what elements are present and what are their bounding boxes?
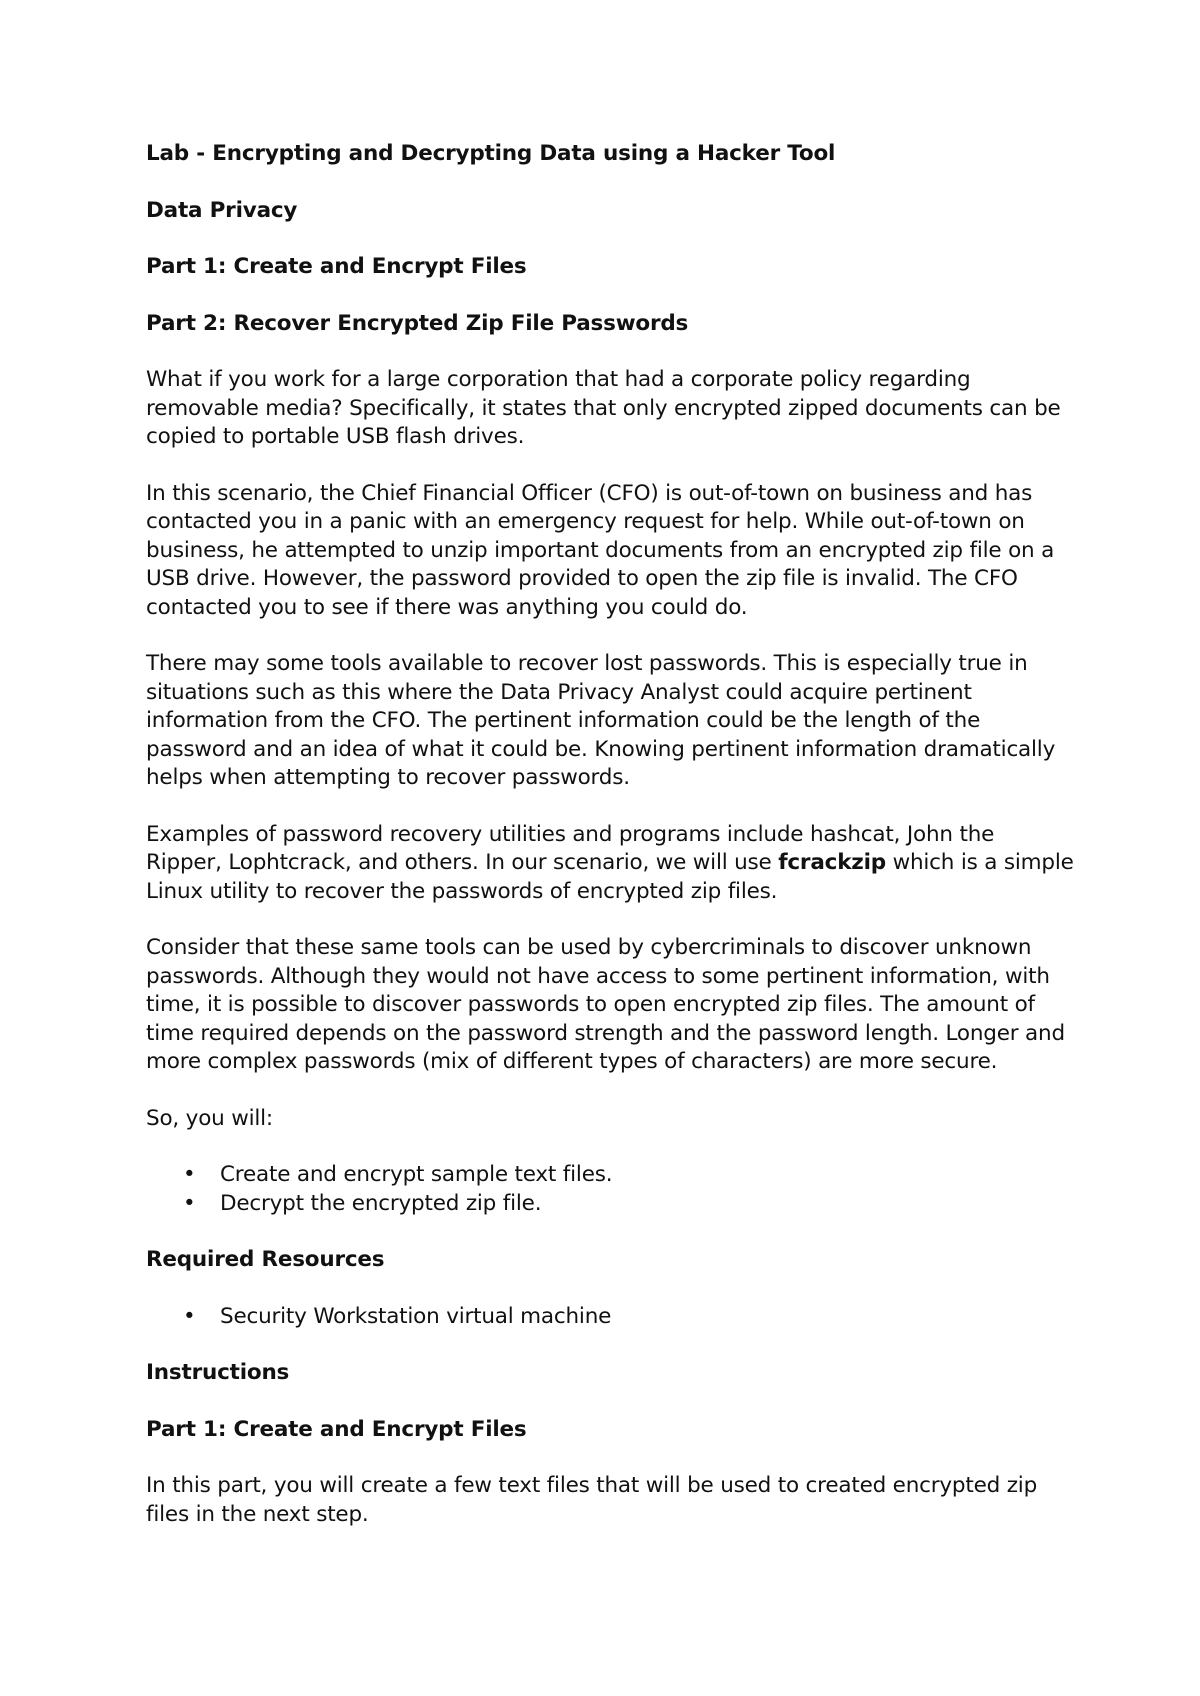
- scenario-paragraph: In this scenario, the Chief Financial Officer (CFO) is out-of-town on business and has contacted you in a panic with an emergency request for help. While out-of-town on business, he attempted to unzip important documents from an encrypted zip file on a USB drive. However, the password provided to open the zip file is invalid. The CFO contacted you to see if there was anything you could do.: [146, 480, 1055, 620]
- resources-list: [146, 1303, 1076, 1332]
- list-item-text: Decrypt the encrypted zip file.: [220, 1190, 542, 1216]
- list-item-text: Security Workstation virtual machine: [220, 1303, 612, 1329]
- instructions-heading: Instructions: [146, 1360, 290, 1385]
- utilities-paragraph: [146, 821, 1076, 907]
- part1-paragraph: In this part, you will create a few text files that will be used to created encrypted zip files in the next step.: [146, 1473, 1038, 1527]
- bullet-icon: •: [183, 1190, 196, 1216]
- tools-paragraph: There may some tools available to recover lost passwords. This is especially true in situations such as this where the Data Privacy Analyst could acquire pertinent information from the CFO. The pertinent information could be the length of the password and an idea of what it could be. Knowing pertinent information dramatically helps when attempting to recover passwords.: [146, 651, 1056, 790]
- list-item-text: Create and encrypt sample text files.: [220, 1162, 613, 1187]
- intro-paragraph: What if you work for a large corporation that had a corporate policy regarding removable media? Specifically, it states that only encrypted zipped documents can be copied to portable USB flash drives.: [146, 367, 1061, 449]
- document-title: Lab - Encrypting and Decrypting Data using a Hacker Tool: [146, 141, 836, 166]
- list-item: [146, 1190, 1076, 1219]
- part1-heading: Part 1: Create and Encrypt Files: [146, 1416, 527, 1442]
- bullet-icon: •: [183, 1162, 196, 1187]
- utilities-text-after: which is a simple Linux utility to recover the passwords of encrypted zip files.: [146, 850, 1074, 904]
- task-list: [146, 1161, 1076, 1218]
- list-item: [146, 1303, 1076, 1332]
- objective-part-2: Part 2: Recover Encrypted Zip File Passwords: [146, 310, 689, 336]
- tool-name: fcrackzip: [778, 850, 886, 875]
- so-you-will-paragraph: So, you will:: [146, 1105, 273, 1131]
- bullet-icon: •: [183, 1303, 196, 1329]
- document-subtitle: Data Privacy: [146, 197, 298, 223]
- cybercriminals-paragraph: Consider that these same tools can be used by cybercriminals to discover unknown passwords. Although they would not have access to some pertinent information, with time, it is possible to discover passwords to open encrypted zip files. The amount of time required depends on the password strength and the password length. Longer and more complex passwords (mix of different types of characters) are more secure.: [146, 935, 1065, 1074]
- resources-heading: Required Resources: [146, 1247, 385, 1272]
- utilities-text-before: Examples of password recovery utilities and programs include hashcat, John the Ripper, Lophtcrack, and others. In our scenario, we will use: [146, 821, 995, 875]
- list-item: [146, 1161, 1076, 1190]
- document-page: [146, 140, 1076, 1557]
- objective-part-1: Part 1: Create and Encrypt Files: [146, 254, 527, 279]
